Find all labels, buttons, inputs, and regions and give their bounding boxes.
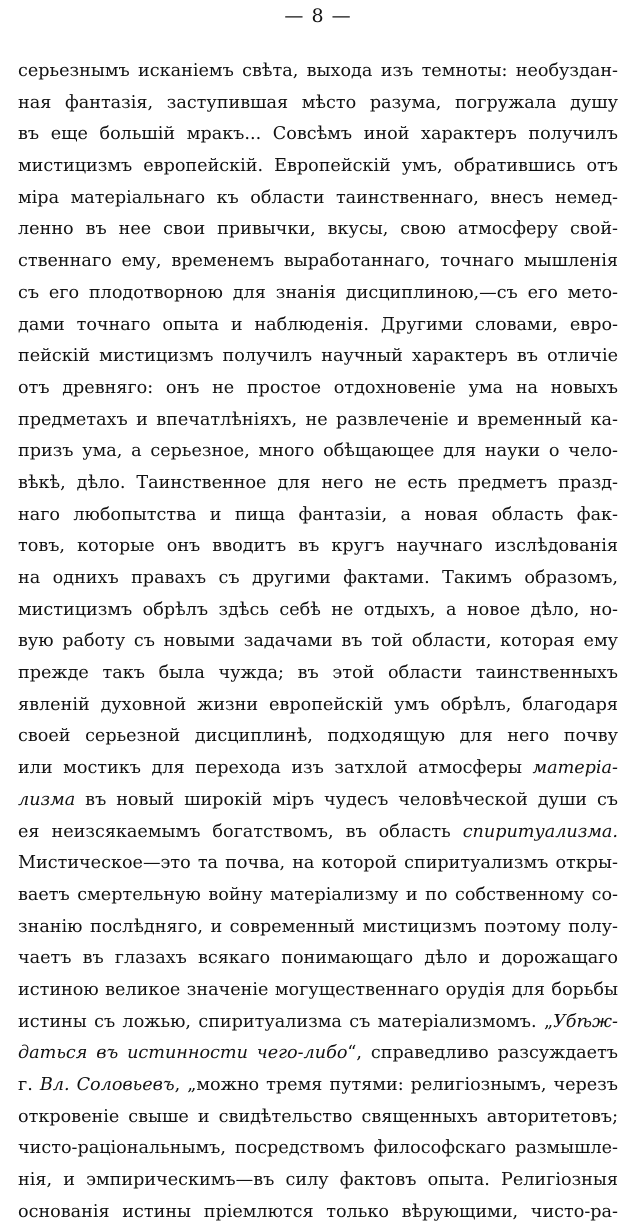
text-line (18, 785, 618, 817)
text-line: вѣкѣ, дѣло. Таинственное для него не есть предметъ празд- (18, 472, 618, 493)
text-line: явленій духовной жизни европейскій умъ обрѣлъ, благодаря (18, 694, 618, 715)
text-run: , „можно тремя путями: религіознымъ, черезъ (174, 1075, 618, 1095)
text-line: товъ, которые онъ вводитъ въ кругъ научнаго изслѣдованія (18, 536, 618, 557)
text-run: г. (18, 1075, 40, 1095)
text-line: предметахъ и впечатлѣніяхъ, не развлеченіе и временный ка- (18, 409, 618, 430)
italic-run: матеріа- (532, 758, 618, 779)
italic-run: даться въ истинности чего-либо (18, 1043, 348, 1064)
text-line: мистицизмъ европейскій. Европейскій умъ, обратившись отъ (18, 156, 618, 177)
text-line: чаетъ въ глазахъ всякаго понимающаго дѣло и дорожащаго (18, 948, 618, 969)
text-line: дами точнаго опыта и наблюденія. Другими словами, евро- (18, 314, 618, 335)
text-line: ственнаго ему, временемъ выработаннаго, точнаго мышленія (18, 251, 618, 272)
text-line: на однихъ правахъ съ другими фактами. Такимъ образомъ, (18, 568, 618, 588)
text-line: ная фантазія, заступившая мѣсто разума, погружала душу (18, 92, 618, 113)
text-run: истины съ ложью, спиритуализма съ матеріализмомъ. „ (18, 1011, 554, 1032)
text-line: чисто-раціональнымъ, посредствомъ философскаго размышле- (18, 1138, 618, 1159)
text-line (18, 753, 618, 785)
text-line: въ еще большій мракъ... Совсѣмъ иной характеръ получилъ (18, 124, 618, 145)
text-line: отъ древняго: онъ не простое отдохновеніе ума на новыхъ (18, 377, 618, 398)
text-line: серьезнымъ исканіемъ свѣта, выхода изъ темноты: необуздан- (18, 61, 618, 81)
text-line: мистицизмъ обрѣлъ здѣсь себѣ не отдыхъ, а новое дѣло, но- (18, 599, 618, 620)
italic-run: Вл. Соловьевъ (39, 1075, 175, 1095)
text-line: нія, и эмпирическимъ—въ силу фактовъ опыта. Религіозныя (18, 1170, 618, 1191)
text-line: призъ ума, а серьезное, много обѣщающее для науки о чело- (18, 441, 618, 462)
text-line: съ его плодотворною для знанія дисциплиною,—съ его мето- (18, 282, 618, 303)
text-line: вую работу съ новыми задачами въ той области, которая ему (18, 631, 618, 652)
text-line (18, 817, 618, 849)
text-run: “, справедливо разсуждаетъ (347, 1043, 618, 1064)
italic-run: спиритуализма. (462, 821, 618, 842)
text-line (18, 1007, 618, 1039)
page-number: — 8 — (284, 5, 352, 27)
italic-run: Убѣж- (553, 1011, 618, 1032)
text-line: прежде такъ была чужда; въ этой области таинственныхъ (18, 663, 618, 684)
text-run: или мостикъ для перехода изъ затхлой атмосферы (18, 758, 533, 779)
text-line: основанія истины пріемлются только вѣрующими, чисто-ра- (18, 1201, 618, 1222)
text-line: пейскій мистицизмъ получилъ научный характеръ въ отличіе (18, 346, 618, 367)
text-line: своей серьезной дисциплинѣ, подходящую для него почву (18, 726, 618, 747)
text-line (18, 1070, 618, 1102)
body-text (18, 56, 618, 1228)
text-line: міра матеріальнаго къ области таинственнаго, внесъ немед- (18, 187, 618, 208)
text-line: истиною великое значеніе могущественнаго орудія для борьбы (18, 979, 618, 1000)
text-line: откровеніе свыше и свидѣтельство священныхъ авторитетовъ; (18, 1106, 618, 1127)
text-line: знанію послѣдняго, и современный мистицизмъ поэтому полу- (18, 916, 618, 937)
text-line: ваетъ смертельную войну матеріализму и по собственному со- (18, 884, 618, 905)
text-run: въ новый широкій міръ чудесъ человѣческой души съ (75, 789, 618, 810)
text-line: Мистическое—это та почва, на которой спиритуализмъ откры- (18, 853, 618, 874)
text-line: наго любопытства и пища фантазіи, а новая область фак- (18, 504, 618, 525)
text-line: ленно въ нее свои привычки, вкусы, свою атмосферу свой- (18, 219, 618, 240)
text-line (18, 1038, 618, 1070)
text-run: ея неизсякаемымъ богатствомъ, въ область (18, 821, 463, 842)
italic-run: лизма (18, 789, 76, 810)
